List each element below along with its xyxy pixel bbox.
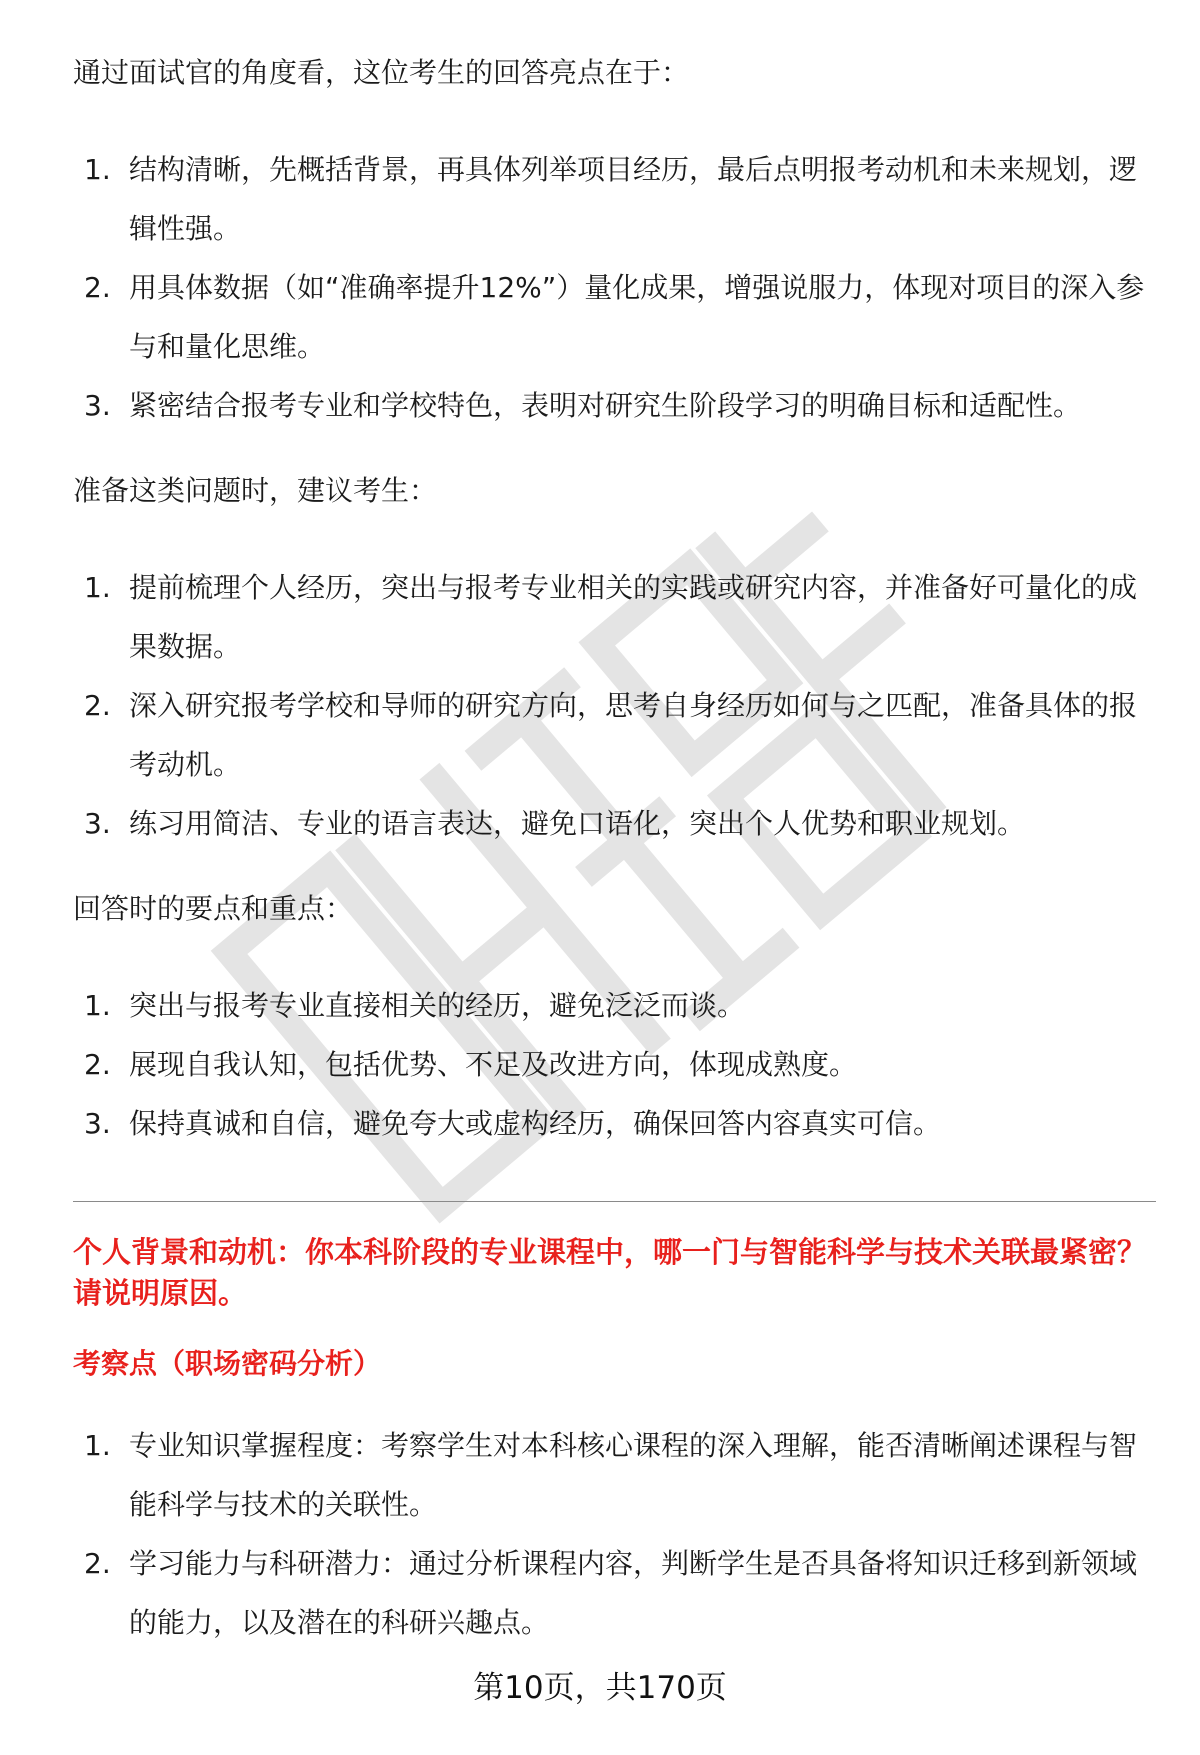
list-item-text: 结构清晰，先概括背景，再具体列举项目经历，最后点明报考动机和未来规划，逻辑性强。 xyxy=(129,153,1138,245)
list-item: 3. 紧密结合报考专业和学校特色，表明对研究生阶段学习的明确目标和适配性。 xyxy=(84,389,1082,422)
keypoints-list xyxy=(73,976,1148,1153)
list-item: 2. 学习能力与科研潜力：通过分析课程内容，判断学生是否具备将知识迁移到新领域的能力，以及潜在的科研兴趣点。 xyxy=(84,1547,1138,1639)
question-points-list xyxy=(73,1416,1148,1652)
advice-heading: 准备这类问题时，建议考生： xyxy=(73,474,438,507)
list-item: 2. 展现自我认知，包括优势、不足及改进方向，体现成熟度。 xyxy=(84,1048,858,1081)
list-item-text: 突出与报考专业直接相关的经历，避免泛泛而谈。 xyxy=(129,989,746,1022)
list-item: 1. 专业知识掌握程度：考察学生对本科核心课程的深入理解，能否清晰阐述课程与智能科学与技术的关联性。 xyxy=(84,1429,1138,1521)
highlights-list xyxy=(73,140,1148,435)
list-item: 3. 保持真诚和自信，避免夸大或虚构经历，确保回答内容真实可信。 xyxy=(84,1107,942,1140)
list-item-text: 紧密结合报考专业和学校特色，表明对研究生阶段学习的明确目标和适配性。 xyxy=(129,389,1082,422)
list-item: 2. 深入研究报考学校和导师的研究方向，思考自身经历如何与之匹配，准备具体的报考动机。 xyxy=(84,689,1138,781)
advice-list xyxy=(73,558,1148,853)
question-subheading: 考察点（职场密码分析） xyxy=(73,1347,382,1380)
keypoints-heading: 回答时的要点和重点： xyxy=(73,892,354,925)
list-item-text: 练习用简洁、专业的语言表达，避免口语化，突出个人优势和职业规划。 xyxy=(129,807,1026,840)
list-item-text: 提前梳理个人经历，突出与报考专业相关的实践或研究内容，并准备好可量化的成果数据。 xyxy=(129,571,1138,663)
page-number: 第10页，共170页 xyxy=(473,1670,727,1706)
list-item-text: 用具体数据（如“准确率提升12%”）量化成果，增强说服力，体现对项目的深入参与和量化思维。 xyxy=(129,271,1145,363)
list-item: 1. 突出与报考专业直接相关的经历，避免泛泛而谈。 xyxy=(84,989,746,1022)
list-item-text: 保持真诚和自信，避免夸大或虚构经历，确保回答内容真实可信。 xyxy=(129,1107,942,1140)
list-item-text: 专业知识掌握程度：考察学生对本科核心课程的深入理解，能否清晰阐述课程与智能科学与技术的关联性。 xyxy=(129,1429,1138,1521)
list-item: 1. 结构清晰，先概括背景，再具体列举项目经历，最后点明报考动机和未来规划，逻辑性强。 xyxy=(84,153,1138,245)
list-item-text: 深入研究报考学校和导师的研究方向，思考自身经历如何与之匹配，准备具体的报考动机。 xyxy=(129,689,1138,781)
list-item: 1. 提前梳理个人经历，突出与报考专业相关的实践或研究内容，并准备好可量化的成果数据。 xyxy=(84,571,1138,663)
highlights-heading: 通过面试官的角度看，这位考生的回答亮点在于： xyxy=(73,56,690,89)
list-item: 2. 用具体数据（如“准确率提升12%”）量化成果，增强说服力，体现对项目的深入参与和量化思维。 xyxy=(84,271,1145,363)
list-item-text: 展现自我认知，包括优势、不足及改进方向，体现成熟度。 xyxy=(129,1048,858,1081)
list-item-text: 学习能力与科研潜力：通过分析课程内容，判断学生是否具备将知识迁移到新领域的能力，以及潜在的科研兴趣点。 xyxy=(129,1547,1138,1639)
question-title: 个人背景和动机：你本科阶段的专业课程中，哪一门与智能科学与技术关联最紧密？请说明原因。 xyxy=(73,1235,1147,1310)
list-item: 3. 练习用简洁、专业的语言表达，避免口语化，突出个人优势和职业规划。 xyxy=(84,807,1026,840)
section-divider xyxy=(73,1201,1156,1202)
